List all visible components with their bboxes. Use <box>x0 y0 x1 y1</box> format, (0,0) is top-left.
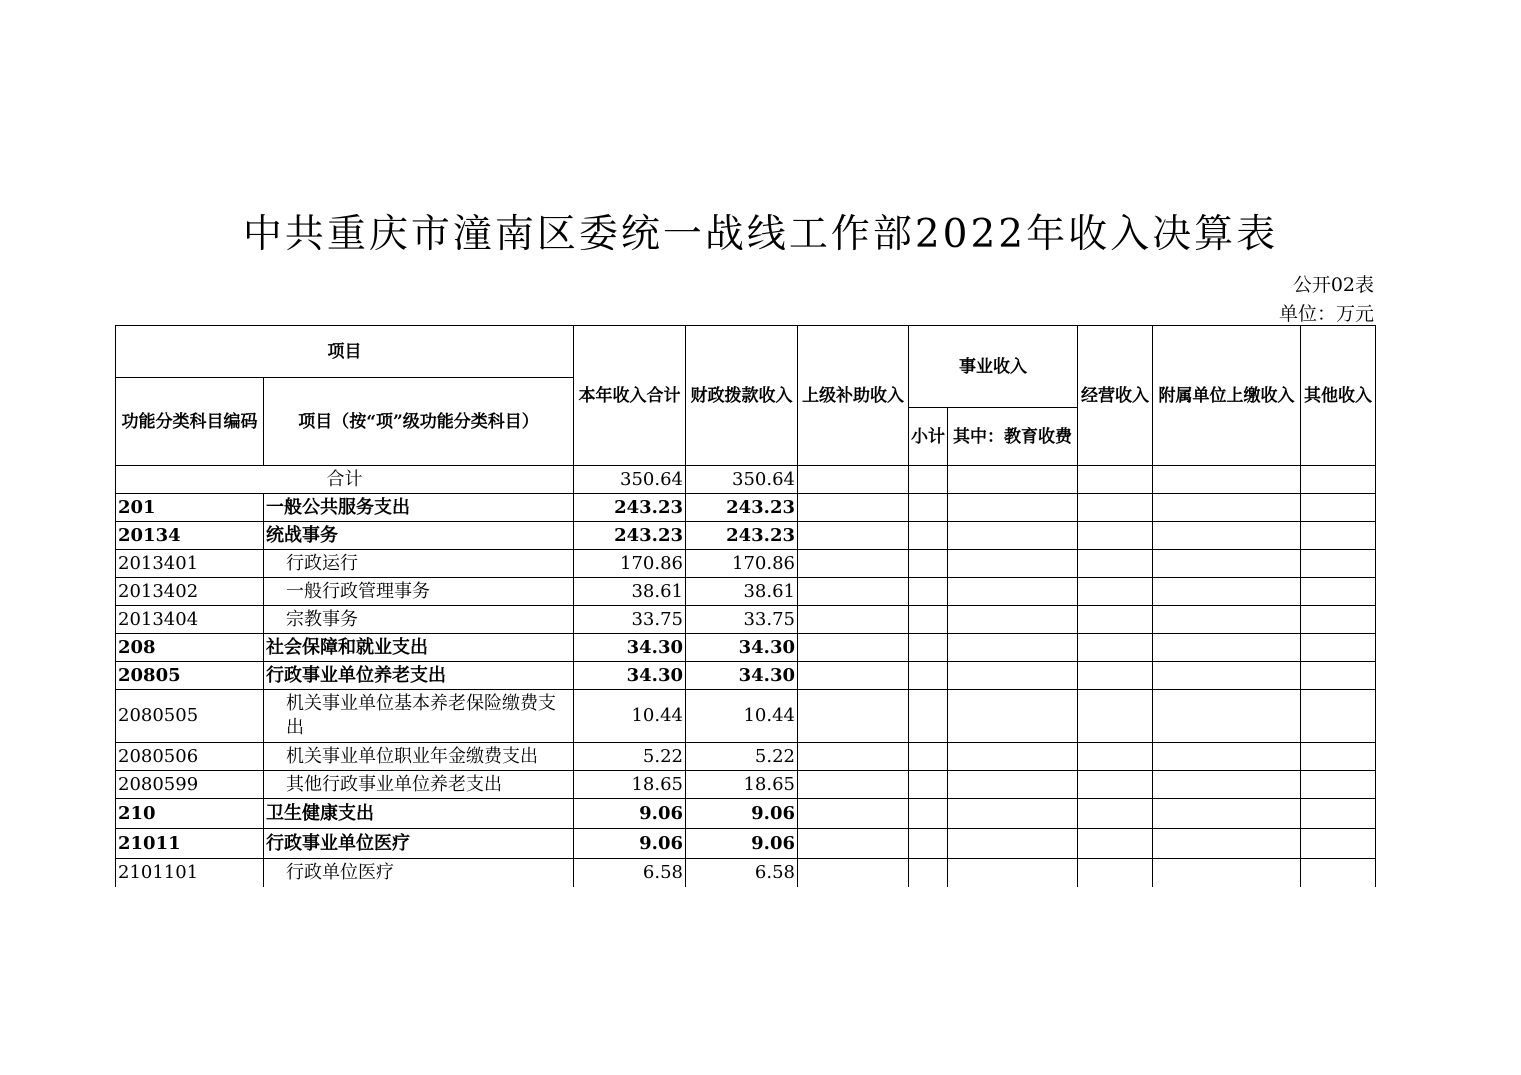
header-subtotal: 小计 <box>909 408 948 466</box>
unit-label: 单位：万元 <box>1278 303 1374 325</box>
row-total-income: 243.23 <box>574 522 686 550</box>
row-total-income: 9.06 <box>574 799 686 829</box>
table-row <box>116 799 1376 829</box>
row-total-income: 18.65 <box>574 771 686 799</box>
total-fiscal-value: 350.64 <box>686 466 798 494</box>
row-name: 行政事业单位养老支出 <box>264 662 574 690</box>
row-code: 2013401 <box>116 550 264 578</box>
table-row <box>116 859 1376 887</box>
header-edu-fee: 其中：教育收费 <box>948 408 1078 466</box>
row-name: 机关事业单位基本养老保险缴费支出 <box>264 690 574 743</box>
row-name: 宗教事务 <box>264 606 574 634</box>
row-total-income: 10.44 <box>574 690 686 743</box>
row-fiscal: 9.06 <box>686 799 798 829</box>
header-business-income: 事业收入 <box>909 326 1078 408</box>
table-row <box>116 634 1376 662</box>
row-code: 210 <box>116 799 264 829</box>
row-fiscal: 34.30 <box>686 662 798 690</box>
row-fiscal: 243.23 <box>686 494 798 522</box>
row-fiscal: 10.44 <box>686 690 798 743</box>
row-fiscal: 170.86 <box>686 550 798 578</box>
header-operating: 经营收入 <box>1078 326 1153 466</box>
row-name: 一般行政管理事务 <box>264 578 574 606</box>
row-code: 208 <box>116 634 264 662</box>
row-fiscal: 5.22 <box>686 743 798 771</box>
page-title: 中共重庆市潼南区委统一战线工作部2022年收入决算表 <box>242 212 1279 257</box>
form-number: 公开02表 <box>1292 274 1374 296</box>
row-total-income: 38.61 <box>574 578 686 606</box>
row-fiscal: 33.75 <box>686 606 798 634</box>
table-row <box>116 578 1376 606</box>
row-total-income: 5.22 <box>574 743 686 771</box>
header-name: 项目（按“项”级功能分类科目） <box>264 378 574 466</box>
header-other: 其他收入 <box>1301 326 1376 466</box>
row-total-income: 170.86 <box>574 550 686 578</box>
row-name: 其他行政事业单位养老支出 <box>264 771 574 799</box>
income-table <box>115 325 1376 887</box>
row-code: 21011 <box>116 829 264 859</box>
table-row <box>116 550 1376 578</box>
row-code: 201 <box>116 494 264 522</box>
header-code: 功能分类科目编码 <box>116 378 264 466</box>
row-name: 一般公共服务支出 <box>264 494 574 522</box>
table-row <box>116 494 1376 522</box>
row-total-income: 243.23 <box>574 494 686 522</box>
row-name: 行政事业单位医疗 <box>264 829 574 859</box>
table-row <box>116 829 1376 859</box>
row-code: 2080506 <box>116 743 264 771</box>
row-total-income: 34.30 <box>574 662 686 690</box>
total-income-value: 350.64 <box>574 466 686 494</box>
row-name: 统战事务 <box>264 522 574 550</box>
row-total-income: 9.06 <box>574 829 686 859</box>
row-code: 2013402 <box>116 578 264 606</box>
table-row <box>116 743 1376 771</box>
row-name: 行政运行 <box>264 550 574 578</box>
header-project: 项目 <box>116 326 574 378</box>
row-code: 2080599 <box>116 771 264 799</box>
row-code: 20134 <box>116 522 264 550</box>
row-fiscal: 243.23 <box>686 522 798 550</box>
row-fiscal: 38.61 <box>686 578 798 606</box>
row-code: 2080505 <box>116 690 264 743</box>
row-fiscal: 18.65 <box>686 771 798 799</box>
header-superior-subsidy: 上级补助收入 <box>798 326 909 466</box>
header-affiliated: 附属单位上缴收入 <box>1153 326 1301 466</box>
row-fiscal: 6.58 <box>686 859 798 887</box>
row-name: 卫生健康支出 <box>264 799 574 829</box>
row-total-income: 6.58 <box>574 859 686 887</box>
table-row <box>116 690 1376 743</box>
row-name: 社会保障和就业支出 <box>264 634 574 662</box>
row-code: 2013404 <box>116 606 264 634</box>
row-code: 20805 <box>116 662 264 690</box>
total-label: 合计 <box>116 466 574 494</box>
table-row <box>116 662 1376 690</box>
total-row <box>116 466 1376 494</box>
row-fiscal: 9.06 <box>686 829 798 859</box>
row-fiscal: 34.30 <box>686 634 798 662</box>
row-total-income: 33.75 <box>574 606 686 634</box>
row-name: 机关事业单位职业年金缴费支出 <box>264 743 574 771</box>
header-total-income: 本年收入合计 <box>574 326 686 466</box>
table-row <box>116 606 1376 634</box>
row-total-income: 34.30 <box>574 634 686 662</box>
table-row <box>116 771 1376 799</box>
row-code: 2101101 <box>116 859 264 887</box>
row-name: 行政单位医疗 <box>264 859 574 887</box>
header-fiscal: 财政拨款收入 <box>686 326 798 466</box>
table-row <box>116 522 1376 550</box>
